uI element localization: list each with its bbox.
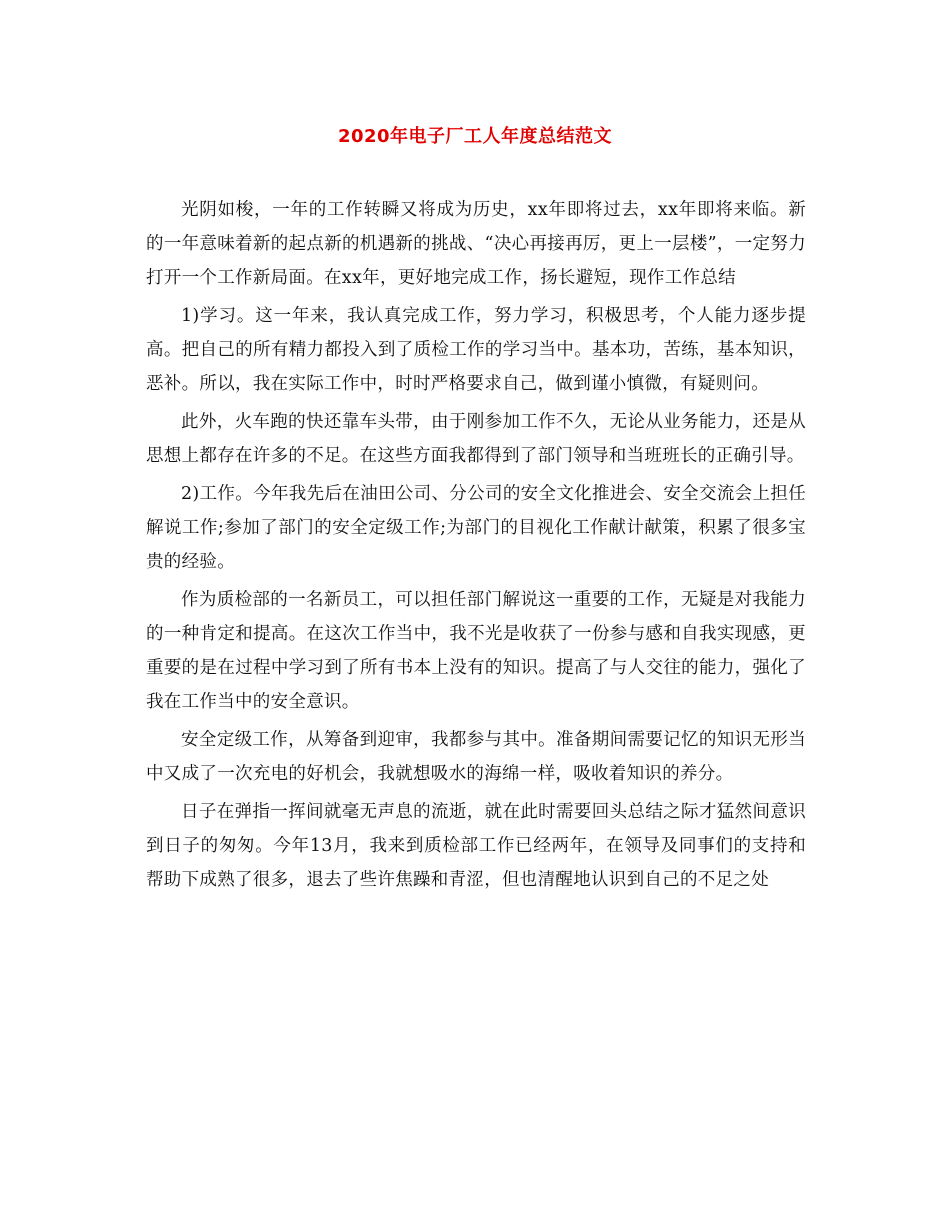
paragraph-study: 1)学习。这一年来，我认真完成工作，努力学习，积极思考，个人能力逐步提高。把自己的所有精力都投入到了质检工作的学习当中。基本功，苦练，基本知识，恶补。所以，我在实际工作中，时时严格要求自己，做到谨小慎微，有疑则问。 (146, 306, 806, 394)
paragraph-intro: 光阴如梭，一年的工作转瞬又将成为历史，xx年即将过去，xx年即将来临。新的一年意味着新的起点新的机遇新的挑战、“决心再接再厉，更上一层楼”，一定努力打开一个工作新局面。在xx年，更好地完成工作，扬长避短，现作工作总结 (146, 200, 806, 288)
paragraph-new-employee: 作为质检部的一名新员工，可以担任部门解说这一重要的工作，无疑是对我能力的一种肯定和提高。在这次工作当中，我不光是收获了一份参与感和自我实现感，更重要的是在过程中学习到了所有书本上没有的知识。提高了与人交往的能力，强化了我在工作当中的安全意识。 (146, 590, 806, 712)
paragraph-safety-rating: 安全定级工作，从筹备到迎审，我都参与其中。准备期间需要记忆的知识无形当中又成了一次充电的好机会，我就想吸水的海绵一样，吸收着知识的养分。 (146, 730, 806, 784)
paragraph-reflection: 日子在弹指一挥间就毫无声息的流逝，就在此时需要回头总结之际才猛然间意识到日子的匆匆。今年13月，我来到质检部工作已经两年，在领导及同事们的支持和帮助下成熟了很多，退去了些许焦躁和青涩，但也清醒地认识到自己的不足之处 (146, 802, 806, 890)
paragraph-work: 2)工作。今年我先后在油田公司、分公司的安全文化推进会、安全交流会上担任解说工作;参加了部门的安全定级工作;为部门的目视化工作献计献策，积累了很多宝贵的经验。 (146, 484, 806, 572)
document-title: 2020年电子厂工人年度总结范文 (337, 126, 613, 147)
paragraph-guidance: 此外，火车跑的快还靠车头带，由于刚参加工作不久，无论从业务能力，还是从思想上都存在许多的不足。在这些方面我都得到了部门领导和当班班长的正确引导。 (146, 412, 806, 466)
document-body (146, 193, 806, 901)
